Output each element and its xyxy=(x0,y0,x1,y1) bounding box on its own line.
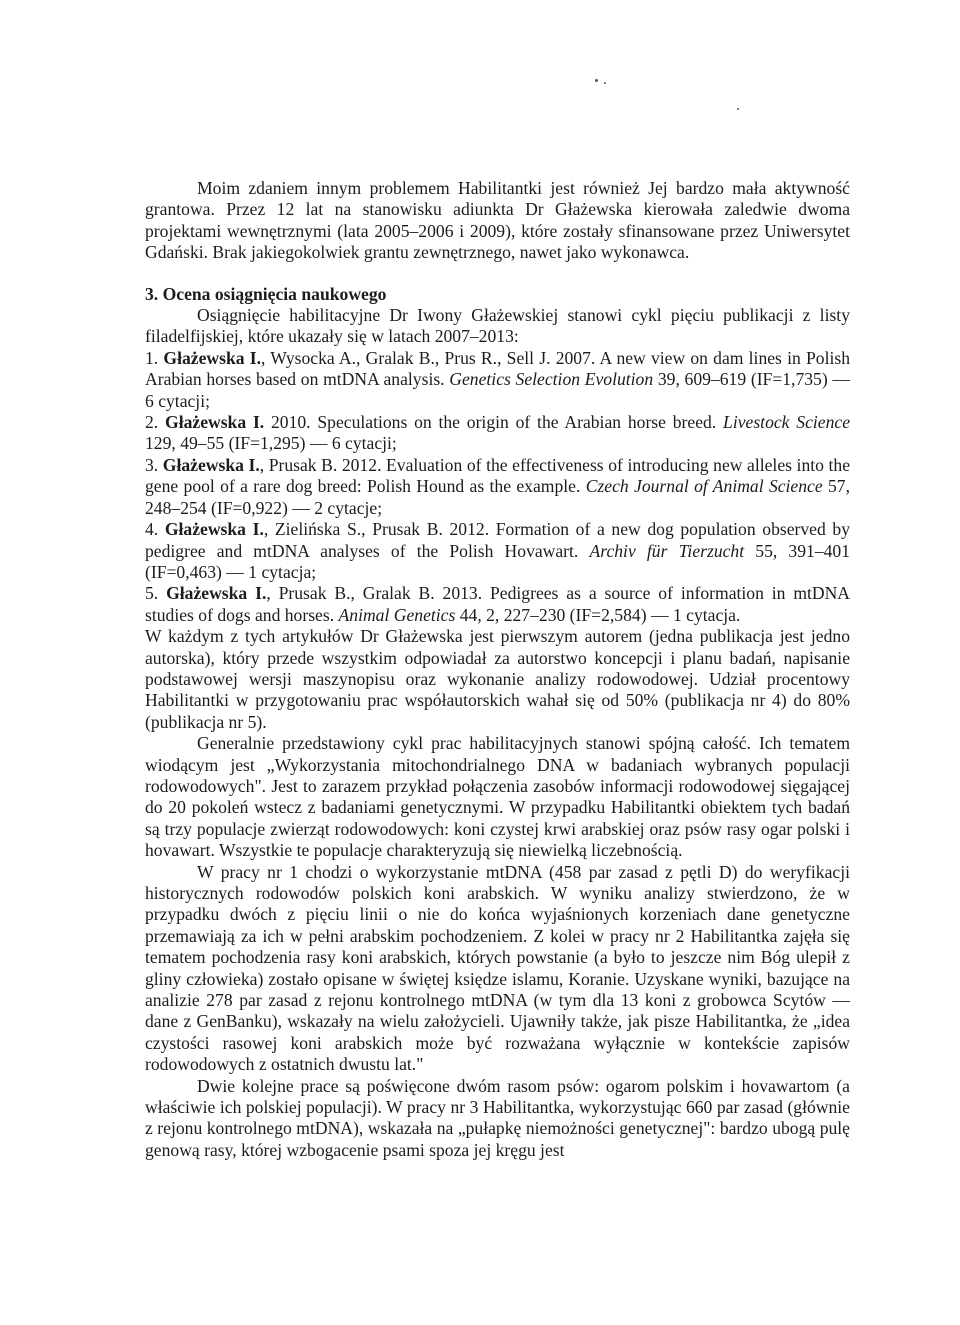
paragraph-dogs: Dwie kolejne prace są poświęcone dwóm rasom psów: ogarom polskim i hovawartom (a właściwie ich polskiej populacji). W pracy nr 3 Habilitantka, wykorzystując 660 par zasad (głównie z rejonu kontrolnego mtDNA), wskazała na „pułapkę niemożności genetycznej": bardzo ubogą pulę genową rasy, której wzbogacenie psami spoza jej kręgu jest xyxy=(145,1075,850,1160)
paragraph-general: Generalnie przedstawiony cykl prac habilitacyjnych stanowi spójną całość. Ich tematem wiodącym jest „Wykorzystania mitochondrialnego DNA w badaniach wybranych populacji rodowodowych". Jest to zarazem przykład połączenia zasobów informacji rodowodowej sięgającej do 20 pokoleń wstecz z badaniami genetycznymi. W przypadku Habilitantki obiektem tych badań są trzy populacje zwierząt rodowodowych: koni czystej krwi arabskiej oraz psów rasy ogar polski i hovawart. Wszystkie te populacje charakteryzują się niewielką liczebnością. xyxy=(145,733,850,861)
scan-speck xyxy=(595,79,598,82)
reference-item: 2. Głażewska I. 2010. Speculations on the origin of the Arabian horse breed. Livestock Science 129, 49–55 (IF=1,295) — 6 cytacji; xyxy=(145,412,851,454)
reference-item: 1. Głażewska I., Wysocka A., Gralak B., Prus R., Sell J. 2007. A new view on dam lines in Polish Arabian horses based on mtDNA analysis. Genetics Selection Evolution 39, 609–619 (IF=1,735) — 6 cytacji; xyxy=(145,347,850,411)
reference-item: 5. Głażewska I., Prusak B., Gralak B. 2013. Pedigrees as a source of information in mtDNA studies of dogs and horses. Animal Genetics 44, 2, 227–230 (IF=2,584) — 1 cytacja. xyxy=(145,583,851,625)
reference-item: 4. Głażewska I., Zielińska S., Prusak B. 2012. Formation of a new dog population observed by pedigree and mtDNA analyses of the Polish Hovawart. Archiv für Tierzucht 55, 391–401 (IF=0,463) — 1 cytacja; xyxy=(145,519,851,582)
paragraph-grants: Moim zdaniem innym problemem Habilitantki jest również Jej bardzo mała aktywność grantowa. Przez 12 lat na stanowisku adiunkta Dr Głażewska kierowała zaledwie dwoma projektami wewnętrznymi (lata 2005–2006 i 2009), które zostały sfinansowane przez Uniwersytet Gdański. Brak jakiegokolwiek grantu zewnętrznego, nawet jako wykonawca. xyxy=(145,178,850,263)
reference-list xyxy=(145,348,850,626)
section-heading: 3. Ocena osiągnięcia naukowego xyxy=(145,283,387,304)
section-intro: Osiągnięcie habilitacyjne Dr Iwony Głażewskiej stanowi cykl pięciu publikacji z listy filadelfijskiej, które ukazały się w latach 2007–2013: xyxy=(145,305,850,347)
reference-item: 3. Głażewska I., Prusak B. 2012. Evaluation of the effectiveness of introducing new alleles into the gene pool of a rare dog breed: Polish Hound as the example. Czech Journal of Animal Science 57, 248–254 (IF=0,922) — 2 cytacje; xyxy=(145,454,850,518)
paragraph-work-1-2: W pracy nr 1 chodzi o wykorzystanie mtDNA (458 par zasad z pętli D) do weryfikacji historycznych rodowodów polskich koni arabskich. W wyniku analizy stwierdzono, że w przypadku dwóch z pięciu linii o nie do końca wyjaśnionych korzeniach dane genetyczne przemawiają za ich w pełni arabskim pochodzeniem. Z kolei w pracy nr 2 Habilitantka zajęła się tematem pochodzenia rasy koni arabskich, których powstanie (a było to jeszcze nim Bóg ulepił z gliny człowieka) zostało opisane w świętej księdze islamu, Koranie. Uzyskane wyniki, bazujące na analizie 278 par zasad z rejonu kontrolnego mtDNA (w tym dla 13 koni z grobowca Scytów — dane z GenBanku), wskazały na wielu założycieli. Ujawniły także, jak pisze Habilitantka, że „idea czystości rasowej koni arabskich może być rozważana wyłącznie w kontekście zapisów rodowodowych z ostatnich dwustu lat." xyxy=(145,861,850,1075)
scan-speck xyxy=(737,108,739,110)
document-body xyxy=(145,178,850,1161)
section-3 xyxy=(145,284,850,1162)
scan-speck xyxy=(604,82,606,84)
paragraph-authorship: W każdym z tych artykułów Dr Głażewska jest pierwszym autorem (jedna publikacja jest jedno autorska), który przede wszystkim odpowiadał za autorstwo koncepcji i planu badań, napisanie podstawowej wersji maszynopisu oraz wykonanie analizy rodowodowej. Udział procentowy Habilitantki w przygotowaniu prac współautorskich wahał się od 50% (publikacja nr 4) do 80% (publikacja nr 5). xyxy=(145,626,850,732)
